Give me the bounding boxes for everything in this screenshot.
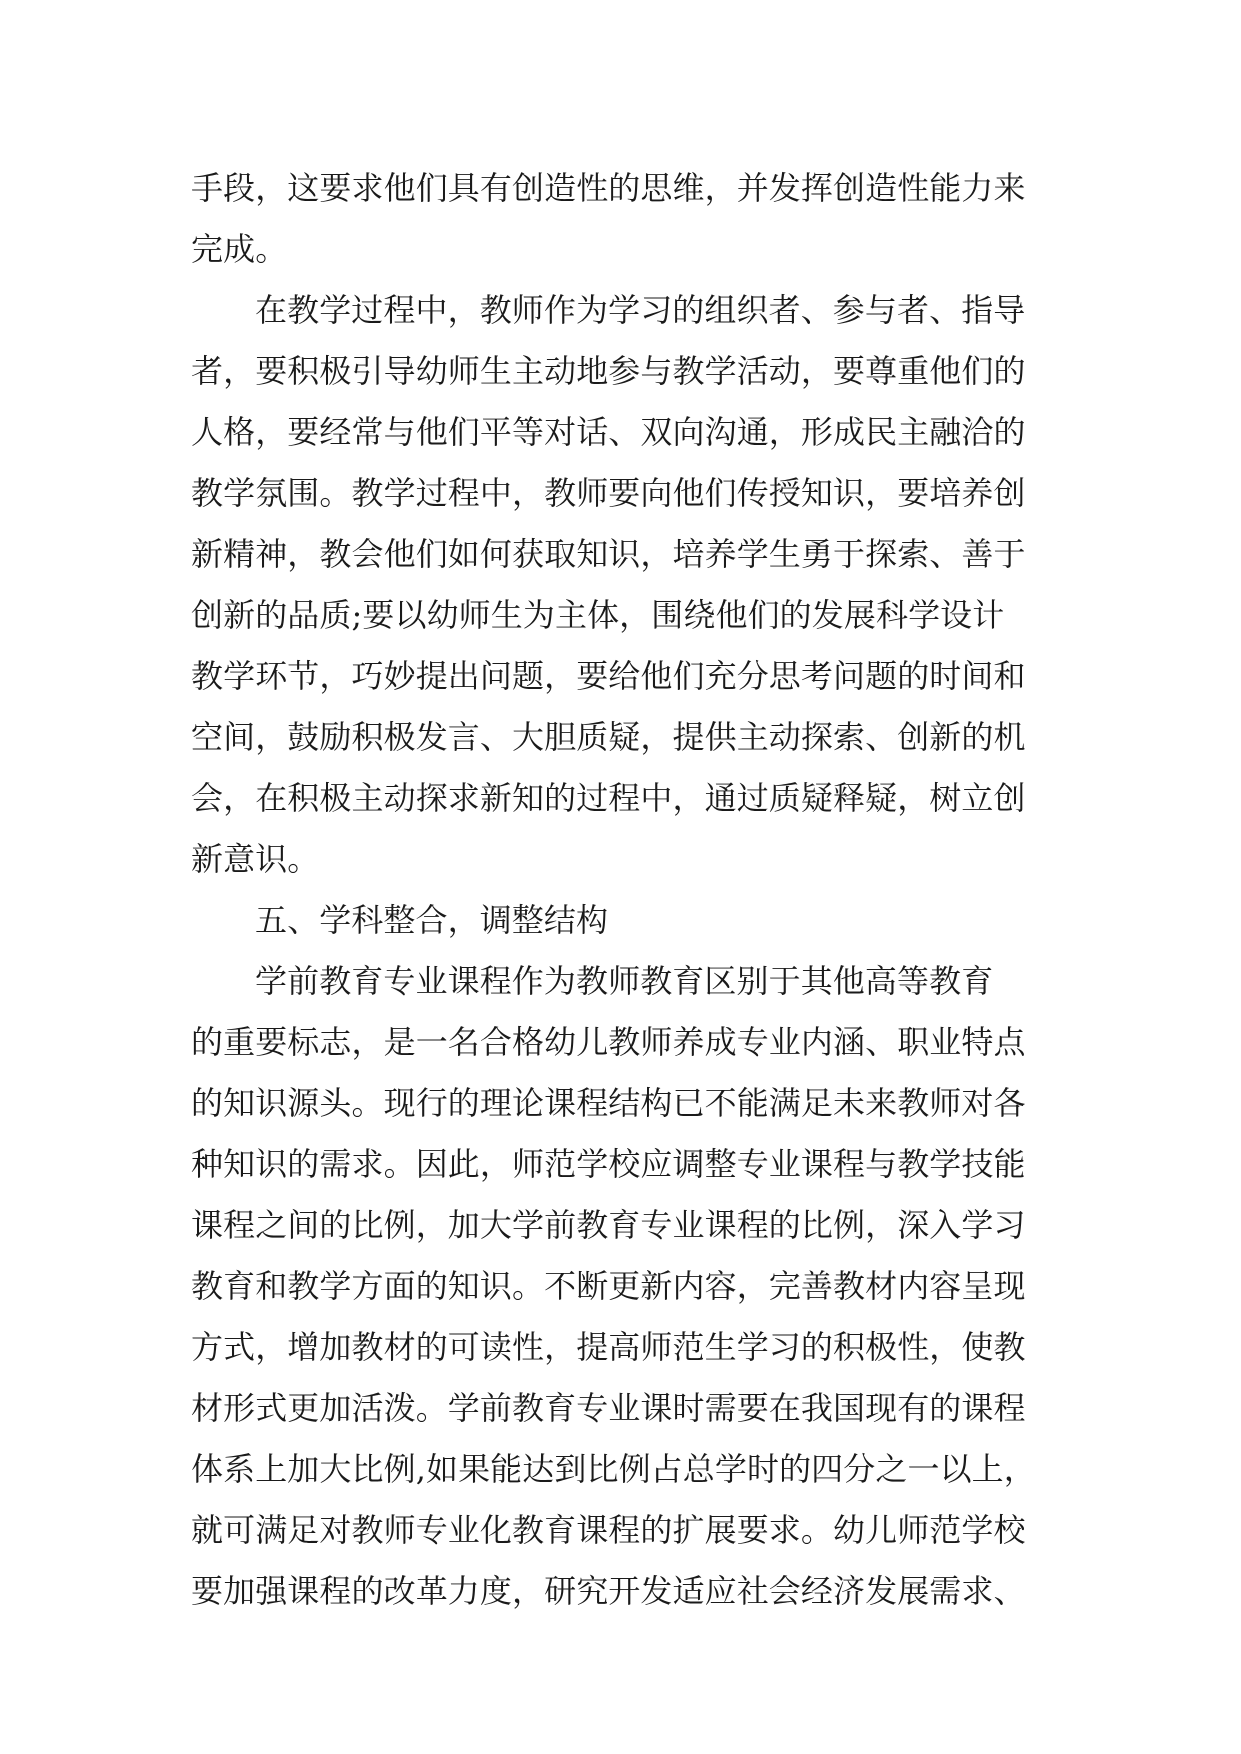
- text-line: 新意识。: [191, 840, 320, 878]
- text-line: 教育和教学方面的知识。不断更新内容，完善教材内容呈现: [191, 1267, 1026, 1305]
- text-line: 教学氛围。教学过程中，教师要向他们传授知识，要培养创: [191, 474, 1026, 512]
- text-line: 人格，要经常与他们平等对话、双向沟通，形成民主融洽的: [191, 413, 1026, 451]
- text-line: 新精神，教会他们如何获取知识，培养学生勇于探索、善于: [191, 535, 1026, 573]
- text-line: 者，要积极引导幼师生主动地参与教学活动，要尊重他们的: [191, 352, 1026, 390]
- text-line: 的知识源头。现行的理论课程结构已不能满足未来教师对各: [191, 1084, 1026, 1122]
- text-line: 材形式更加活泼。学前教育专业课时需要在我国现有的课程: [191, 1389, 1026, 1427]
- body-text: [191, 158, 1071, 1622]
- text-line: 会，在积极主动探求新知的过程中，通过质疑释疑，树立创: [191, 779, 1026, 817]
- text-line: 手段，这要求他们具有创造性的思维，并发挥创造性能力来: [191, 169, 1026, 207]
- text-line: 的重要标志，是一名合格幼儿教师养成专业内涵、职业特点: [191, 1023, 1026, 1061]
- text-line: 空间，鼓励积极发言、大胆质疑，提供主动探索、创新的机: [191, 718, 1026, 756]
- paragraph-start-line: 在教学过程中，教师作为学习的组织者、参与者、指导: [255, 291, 1026, 329]
- text-line: 要加强课程的改革力度，研究开发适应社会经济发展需求、: [191, 1572, 1026, 1610]
- text-line: 就可满足对教师专业化教育课程的扩展要求。幼儿师范学校: [191, 1511, 1026, 1549]
- section-heading: 五、学科整合，调整结构: [255, 901, 609, 939]
- text-line: 完成。: [191, 230, 288, 268]
- text-line: 体系上加大比例,如果能达到比例占总学时的四分之一以上，: [191, 1450, 1036, 1488]
- text-line: 课程之间的比例，加大学前教育专业课程的比例，深入学习: [191, 1206, 1026, 1244]
- text-line: 种知识的需求。因此，师范学校应调整专业课程与教学技能: [191, 1145, 1026, 1183]
- text-line: 方式，增加教材的可读性，提高师范生学习的积极性，使教: [191, 1328, 1026, 1366]
- paragraph-start-line: 学前教育专业课程作为教师教育区别于其他高等教育: [255, 962, 994, 1000]
- text-line: 创新的品质;要以幼师生为主体，围绕他们的发展科学设计: [191, 596, 1005, 634]
- text-line: 教学环节，巧妙提出问题，要给他们充分思考问题的时间和: [191, 657, 1026, 695]
